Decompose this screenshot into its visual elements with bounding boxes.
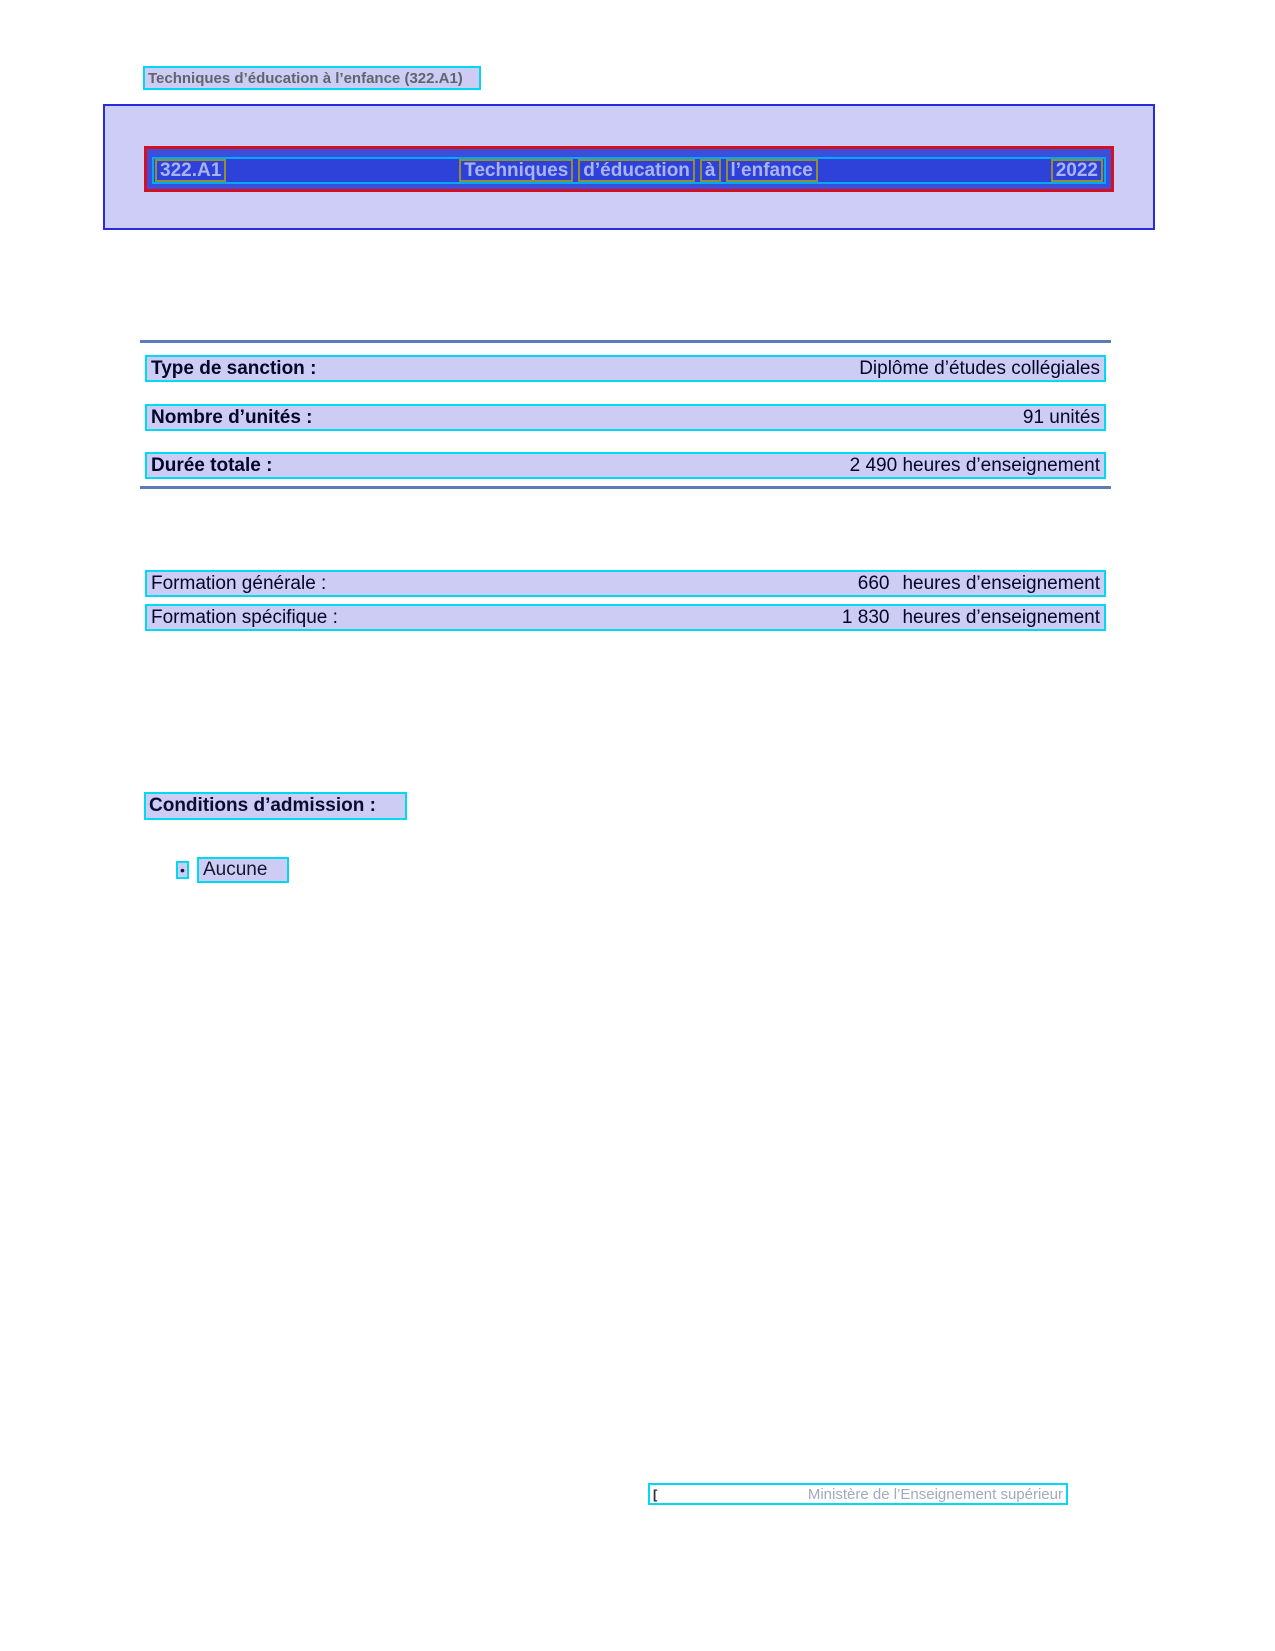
page-header-note: Techniques d’éducation à l’enfance (322.A1) [143, 66, 481, 90]
row-label: Durée totale : [151, 454, 273, 476]
row-label: Formation générale : [151, 572, 327, 594]
row-label: Formation spécifique : [151, 606, 338, 628]
row-value: Diplôme d’études collégiales [859, 357, 1100, 379]
formation-row [145, 570, 1106, 597]
row-label: Type de sanction : [151, 357, 317, 379]
program-banner [103, 104, 1155, 230]
formation-row [145, 604, 1106, 631]
title-word: d’éducation [578, 159, 695, 182]
title-word: à [700, 159, 721, 182]
hours-unit: heures d’enseignement [902, 572, 1100, 594]
sanction-row [145, 452, 1106, 479]
sanction-row [145, 404, 1106, 431]
footer-text: Ministère de l’Enseignement supérieur [807, 1485, 1063, 1503]
footer-left-mark: [ [653, 1486, 658, 1502]
row-label: Nombre d’unités : [151, 406, 313, 428]
row-value [833, 607, 1100, 629]
row-value [833, 573, 1100, 595]
row-value: 91 unités [1022, 406, 1100, 428]
row-value: 2 490 heures d’enseignement [849, 454, 1100, 476]
program-code: 322.A1 [155, 159, 226, 182]
program-title [459, 159, 818, 182]
title-strip [152, 157, 1106, 184]
admission-item: Aucune [197, 857, 289, 883]
divider-line-bottom [140, 486, 1111, 489]
divider-line-top [140, 340, 1111, 343]
title-word: l’enfance [726, 159, 818, 182]
program-title-bar [144, 146, 1114, 192]
hours-number: 1 830 [841, 606, 890, 628]
title-word: Techniques [459, 159, 573, 182]
program-year: 2022 [1051, 159, 1103, 182]
page-footer [648, 1483, 1068, 1505]
bullet-icon: • [176, 861, 189, 879]
hours-unit: heures d’enseignement [902, 606, 1100, 628]
hours-number: 660 [857, 572, 890, 594]
admission-heading: Conditions d’admission : [144, 792, 407, 820]
sanction-row [145, 355, 1106, 382]
